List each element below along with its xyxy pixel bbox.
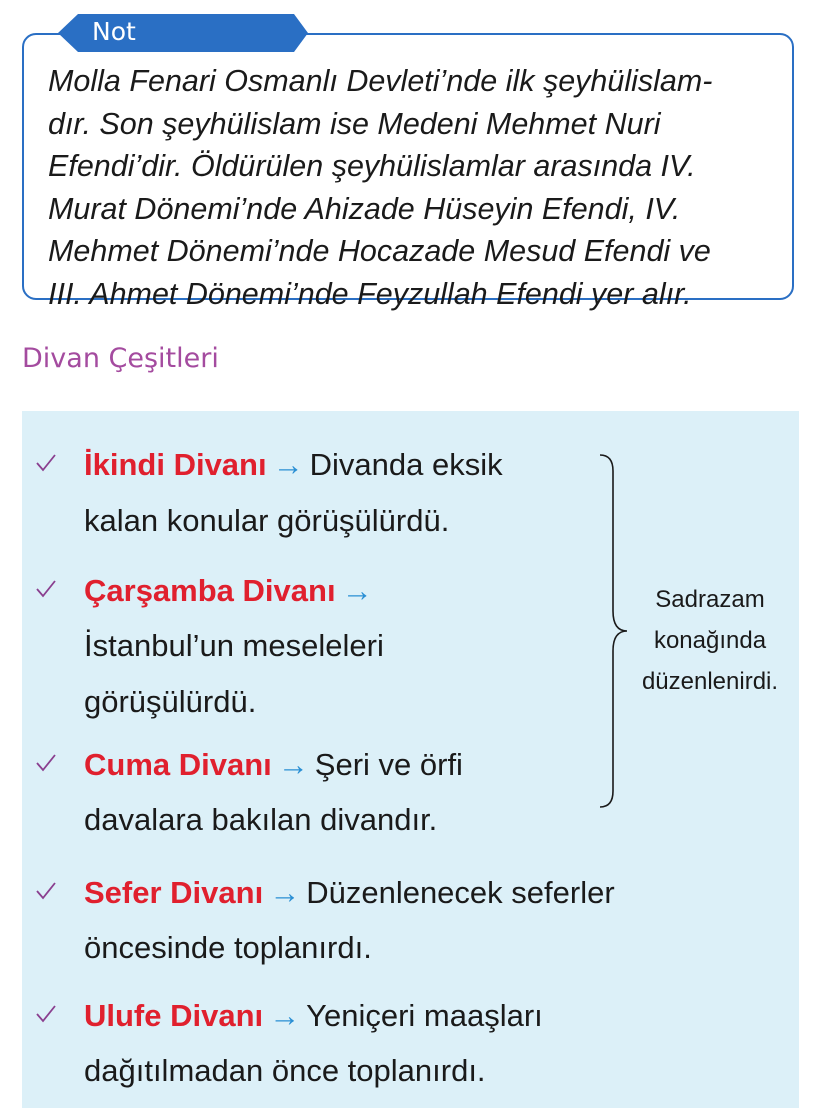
divan-line-1: [84, 571, 379, 611]
divan-line-2: İstanbul’un meseleleri: [84, 628, 384, 663]
note-line: Murat Dönemi’nde Ahizade Hüseyin Efendi, IV.: [48, 191, 681, 226]
divan-desc: Yeniçeri maaşları: [306, 998, 543, 1033]
check-icon: [34, 751, 58, 775]
divan-line-2: dağıtılmadan önce toplanırdı.: [84, 1053, 486, 1088]
divan-line-1: [84, 996, 543, 1036]
divan-name: Cuma Divanı: [84, 747, 272, 782]
check-icon: [34, 879, 58, 903]
arrow-icon: →: [269, 998, 301, 1033]
note-tab-label: Not: [92, 17, 136, 46]
divan-name: Ulufe Divanı: [84, 998, 264, 1033]
brace-note-line: konağında: [653, 627, 767, 654]
divan-name: Sefer Divanı: [84, 875, 264, 910]
note-line: Efendi’dir. Öldürülen şeyhülislamlar arasında IV.: [48, 149, 696, 184]
divan-name: İkindi Divanı: [84, 447, 267, 482]
divan-line-3: görüşülürdü.: [84, 684, 257, 719]
arrow-icon: →: [341, 573, 373, 608]
note-line: Mehmet Dönemi’nde Hocazade Mesud Efendi ve: [48, 234, 711, 269]
divan-line-1: [84, 445, 503, 485]
note-tab: [58, 14, 308, 52]
brace-note-line: düzenlenirdi.: [641, 668, 779, 695]
divan-line-1: [84, 745, 463, 785]
note-line: III. Ahmet Dönemi’nde Feyzullah Efendi yer alır.: [48, 276, 692, 311]
check-icon: [34, 577, 58, 601]
brace-note: [620, 579, 800, 702]
divan-line-2: öncesinde toplanırdı.: [84, 930, 372, 965]
arrow-icon: →: [272, 447, 304, 482]
arrow-icon: →: [277, 747, 309, 782]
note-line: Molla Fenari Osmanlı Devleti’nde ilk şeyhülislam-: [48, 64, 713, 98]
divan-name: Çarşamba Divanı: [84, 573, 336, 608]
check-icon: [34, 1002, 58, 1026]
divan-panel: [22, 411, 799, 1108]
divan-desc: Şeri ve örfi: [314, 747, 463, 782]
divan-line-1: [84, 873, 615, 913]
section-title: Divan Çeşitleri: [22, 343, 219, 374]
note-line: dır. Son şeyhülislam ise Medeni Mehmet Nuri: [48, 106, 661, 141]
check-icon: [34, 451, 58, 475]
divan-line-2: davalara bakılan divandır.: [84, 802, 438, 837]
divan-desc: Düzenlenecek seferler: [306, 875, 615, 910]
arrow-icon: →: [269, 875, 301, 910]
brace-note-line: Sadrazam: [655, 586, 765, 613]
divan-line-2: kalan konular görüşülürdü.: [84, 503, 450, 538]
note-text: [48, 60, 793, 316]
divan-desc: Divanda eksik: [309, 447, 503, 482]
